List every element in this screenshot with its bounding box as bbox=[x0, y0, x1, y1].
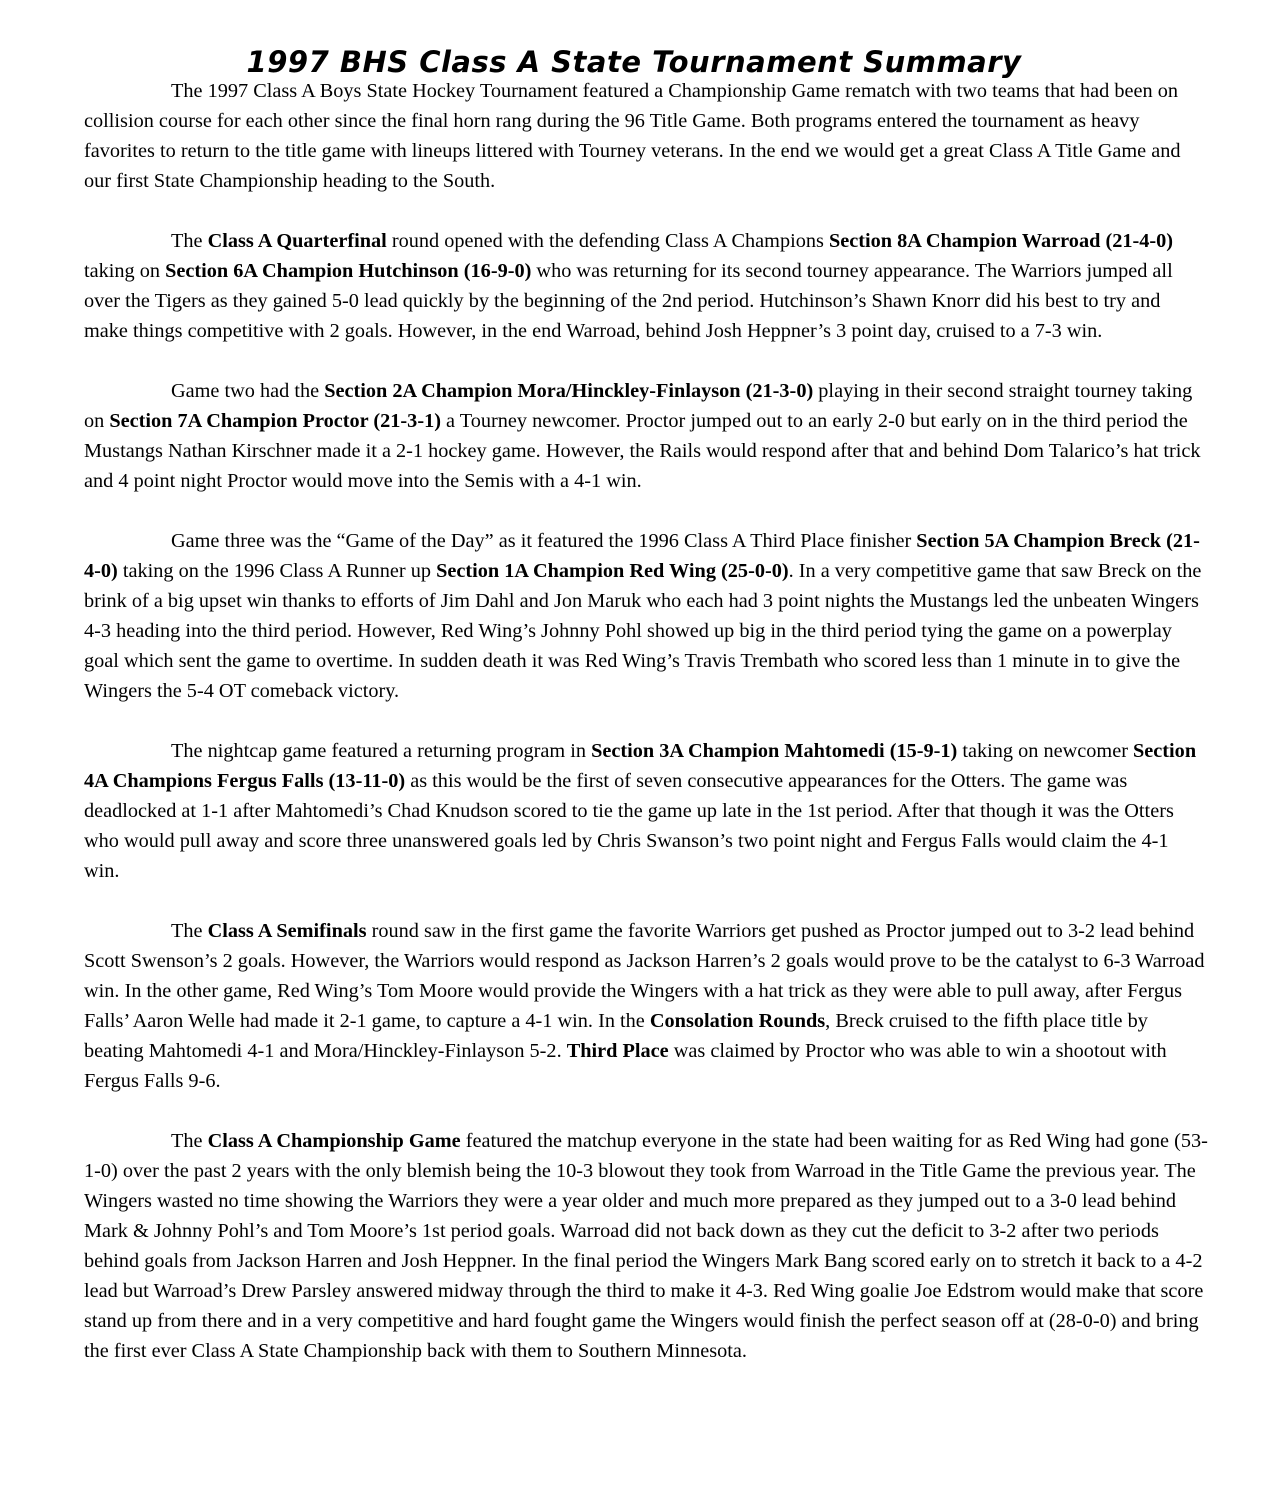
text-run: featured the matchup everyone in the state had been waiting for as Red Wing had gone (53-1-0) over the past 2 years with the only blemish being the 10-3 blowout they took from Warroad in the Title Game the previous year. The Wingers wasted no time showing the Warriors they were a year older and much more prepared as they jumped out to a 3-0 lead behind Mark & Johnny Pohl’s and Tom Moore’s 1st period goals. Warroad did not back down as they cut the deficit to 3-2 after two periods behind goals from Jackson Harren and Josh Heppner. In the final period the Wingers Mark Bang scored early on to stretch it back to a 4-2 lead but Warroad’s Drew Parsley answered midway through the third to make it 4-3. Red Wing goalie Joe Edstrom would make that score stand up from there and in a very competitive and hard fought game the Wingers would finish the perfect season off at (28-0-0) and bring the first ever Class A State Championship back with them to Southern Minnesota. bbox=[84, 1130, 1208, 1362]
text-run: playing in their second straight tourney taking on bbox=[84, 380, 1193, 432]
text-run: , Breck cruised to the fifth place title by beating Mahtomedi 4-1 and Mora/Hinckley-Finlayson 5-2. bbox=[84, 1010, 1148, 1062]
text-run: Game three was the “Game of the Day” as it featured the 1996 Class A Third Place finisher bbox=[171, 530, 917, 552]
paragraph bbox=[84, 226, 1208, 346]
text-run: taking on bbox=[84, 260, 166, 282]
paragraph bbox=[84, 376, 1208, 496]
paragraph bbox=[84, 736, 1208, 886]
bold-text: Consolation Rounds bbox=[649, 1010, 826, 1032]
paragraph bbox=[84, 526, 1208, 706]
bold-text: Third Place bbox=[566, 1040, 669, 1062]
text-run: . In a very competitive game that saw Breck on the brink of a big upset win thanks to efforts of Jim Dahl and Jon Maruk who each had 3 point nights the Mustangs led the unbeaten Wingers 4-3 heading into the third period. However, Red Wing’s Johnny Pohl showed up big in the third period tying the game on a powerplay goal which sent the game to overtime. In sudden death it was Red Wing’s Travis Trembath who scored less than 1 minute in to give the Wingers the 5-4 OT comeback victory. bbox=[84, 560, 1202, 702]
text-run: Game two had the bbox=[171, 380, 325, 402]
text-run: The bbox=[171, 1130, 208, 1152]
text-run: round opened with the defending Class A Champions bbox=[386, 230, 829, 252]
text-run: The bbox=[171, 920, 208, 942]
bold-text: Section 7A Champion Proctor (21-3-1) bbox=[109, 410, 441, 432]
bold-text: Section 1A Champion Red Wing (25-0-0) bbox=[436, 560, 789, 582]
bold-text: Section 2A Champion Mora/Hinckley-Finlayson (21-3-0) bbox=[324, 380, 814, 402]
text-run: a Tourney newcomer. Proctor jumped out to an early 2-0 but early on in the third period the Mustangs Nathan Kirschner made it a 2-1 hockey game. However, the Rails would respond after that and behind Dom Talarico’s hat trick and 4 point night Proctor would move into the Semis with a 4-1 win. bbox=[84, 410, 1201, 492]
text-run: The 1997 Class A Boys State Hockey Tournament featured a Championship Game rematch with two teams that had been on collision course for each other since the final horn rang during the 96 Title Game. Both programs entered the tournament as heavy favorites to return to the title game with lineups littered with Tourney veterans. In the end we would get a great Class A Title Game and our first State Championship heading to the South. bbox=[84, 80, 1181, 192]
text-run: The bbox=[171, 230, 208, 252]
bold-text: Section 5A Champion Breck (21-4-0) bbox=[84, 530, 1200, 582]
document-title: 1997 BHS Class A State Tournament Summary bbox=[246, 45, 1022, 80]
bold-text: Section 4A Champions Fergus Falls (13-11-0) bbox=[84, 740, 1197, 792]
text-run: who was returning for its second tourney appearance. The Warriors jumped all over the Tigers as they gained 5-0 lead quickly by the beginning of the 2nd period. Hutchinson’s Shawn Knorr did his best to try and make things competitive with 2 goals. However, in the end Warroad, behind Josh Heppner’s 3 point day, cruised to a 7-3 win. bbox=[84, 260, 1173, 342]
text-run: taking on the 1996 Class A Runner up bbox=[117, 560, 437, 582]
paragraph bbox=[84, 76, 1208, 196]
text-run: round saw in the first game the favorite Warriors get pushed as Proctor jumped out to 3-2 lead behind Scott Swenson’s 2 goals. However, the Warriors would respond as Jackson Harren’s 2 goals would prove to be the catalyst to 6-3 Warroad win. In the other game, Red Wing’s Tom Moore would provide the Wingers with a hat trick as they were able to pull away, after Fergus Falls’ Aaron Welle had made it 2-1 game, to capture a 4-1 win. In the bbox=[84, 920, 1205, 1032]
text-run: was claimed by Proctor who was able to win a shootout with Fergus Falls 9-6. bbox=[84, 1040, 1167, 1092]
bold-text: Section 8A Champion Warroad (21-4-0) bbox=[828, 230, 1174, 252]
bold-text: Section 6A Champion Hutchinson (16-9-0) bbox=[165, 260, 532, 282]
bold-text: Class A Quarterfinal bbox=[207, 230, 387, 252]
paragraph bbox=[84, 1126, 1208, 1366]
bold-text: Section 3A Champion Mahtomedi (15-9-1) bbox=[591, 740, 958, 762]
document-body bbox=[84, 76, 1208, 1396]
text-run: The nightcap game featured a returning program in bbox=[171, 740, 592, 762]
bold-text: Class A Championship Game bbox=[207, 1130, 461, 1152]
text-run: taking on newcomer bbox=[957, 740, 1134, 762]
text-run: as this would be the first of seven consecutive appearances for the Otters. The game was deadlocked at 1-1 after Mahtomedi’s Chad Knudson scored to tie the game up late in the 1st period. After that though it was the Otters who would pull away and score three unanswered goals led by Chris Swanson’s two point night and Fergus Falls would claim the 4-1 win. bbox=[84, 770, 1174, 882]
bold-text: Class A Semifinals bbox=[207, 920, 367, 942]
paragraph bbox=[84, 916, 1208, 1096]
